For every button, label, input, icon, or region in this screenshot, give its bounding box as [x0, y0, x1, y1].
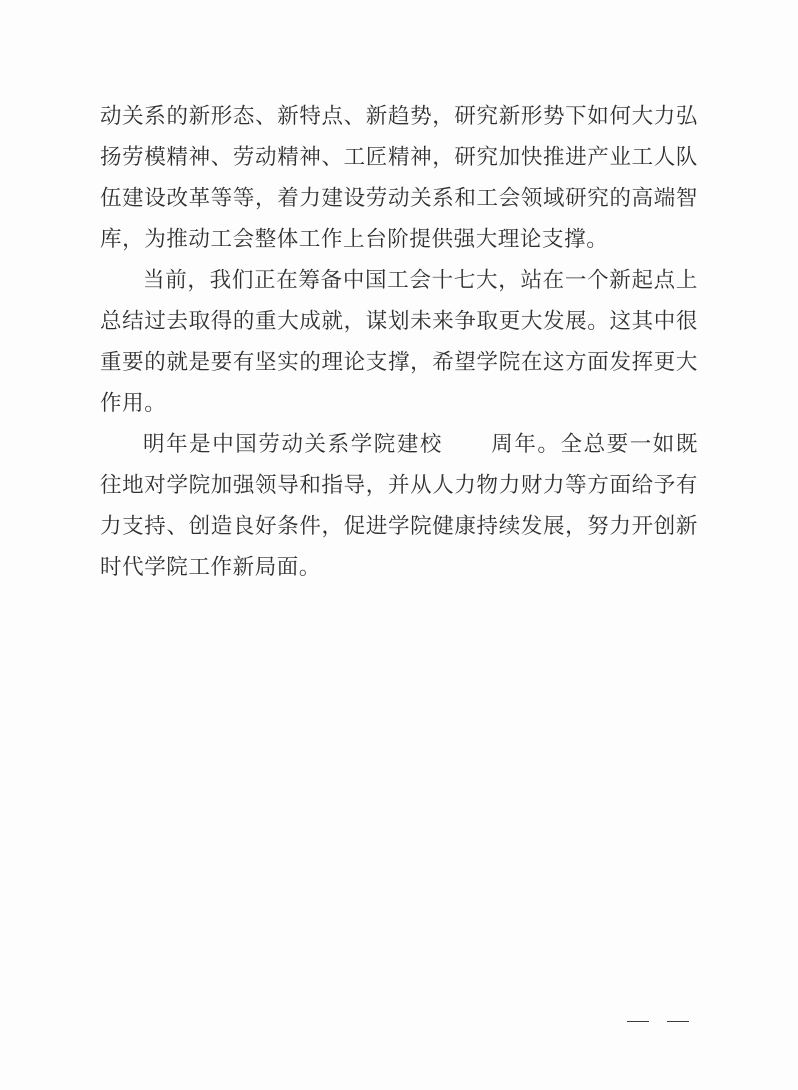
paragraph-1: 动关系的新形态、新特点、新趋势，研究新形势下如何大力弘扬劳模精神、劳动精神、工匠精神，研究加快推进产业工人队伍建设改革等等，着力建设劳动关系和工会领域研究的高端智库，为推动工会整体工作上台阶提供强大理论支撑。: [100, 104, 698, 251]
paragraph-3-text-after-blank: 周年。全总要一如既往地对学院加强领导和指导，并从人力物力财力等方面给予有力支持、创造良好条件，促进学院健康持续发展，努力开创新时代学院工作新局面。: [100, 432, 698, 579]
paragraph-3-text-before-blank: 明年是中国劳动关系学院建校: [143, 432, 443, 456]
page-number: [618, 1009, 698, 1032]
paragraph-2: 当前，我们正在筹备中国工会十七大，站在一个新起点上总结过去取得的重大成就，谋划未来争取更大发展。这其中很重要的就是要有坚实的理论支撑，希望学院在这方面发挥更大作用。: [100, 268, 698, 415]
paragraph-3: [100, 424, 698, 588]
page-footer: [0, 1008, 798, 1032]
dash-right-icon: [667, 1021, 689, 1023]
document-body: [100, 96, 698, 588]
dash-left-icon: [627, 1021, 649, 1023]
